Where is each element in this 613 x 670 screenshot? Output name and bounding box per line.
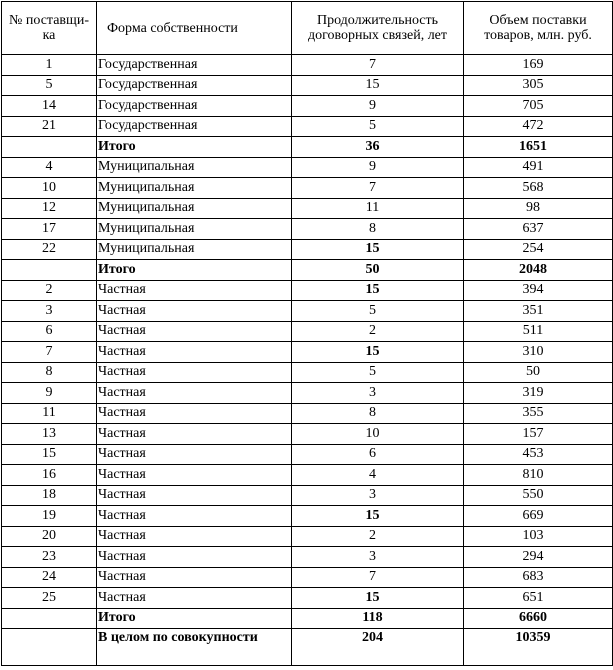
subtotal-row <box>2 137 613 158</box>
cell-volume: 669 <box>464 506 613 527</box>
cell-supplier-no: 7 <box>2 342 97 363</box>
cell-volume: 568 <box>464 178 613 199</box>
cell-volume: 103 <box>464 526 613 547</box>
cell-duration: 3 <box>292 485 464 506</box>
cell-volume: 10359 <box>464 629 613 666</box>
cell-ownership: Муниципальная <box>97 178 292 199</box>
cell-duration: 9 <box>292 96 464 117</box>
supplier-table <box>1 1 613 666</box>
cell-volume: 511 <box>464 321 613 342</box>
table-row <box>2 198 613 219</box>
cell-supplier-no: 23 <box>2 547 97 568</box>
cell-supplier-no <box>2 629 97 666</box>
table-row <box>2 485 613 506</box>
cell-supplier-no: 9 <box>2 383 97 404</box>
cell-volume: 157 <box>464 424 613 445</box>
cell-supplier-no: 17 <box>2 219 97 240</box>
subtotal-row <box>2 260 613 281</box>
cell-duration: 15 <box>292 506 464 527</box>
cell-supplier-no: 16 <box>2 465 97 486</box>
cell-ownership: Частная <box>97 362 292 383</box>
cell-ownership: Государственная <box>97 55 292 76</box>
cell-supplier-no: 1 <box>2 55 97 76</box>
cell-supplier-no: 4 <box>2 157 97 178</box>
table-row <box>2 157 613 178</box>
cell-volume: 305 <box>464 75 613 96</box>
cell-duration: 7 <box>292 567 464 588</box>
cell-ownership: Государственная <box>97 116 292 137</box>
cell-ownership: Муниципальная <box>97 219 292 240</box>
cell-supplier-no: 13 <box>2 424 97 445</box>
cell-supplier-no <box>2 260 97 281</box>
cell-supplier-no: 24 <box>2 567 97 588</box>
cell-volume: 169 <box>464 55 613 76</box>
cell-supplier-no: 25 <box>2 588 97 609</box>
cell-volume: 651 <box>464 588 613 609</box>
cell-volume: 351 <box>464 301 613 322</box>
table-row <box>2 219 613 240</box>
cell-duration: 4 <box>292 465 464 486</box>
table-row <box>2 280 613 301</box>
cell-ownership: Частная <box>97 403 292 424</box>
cell-duration: 7 <box>292 55 464 76</box>
table-row <box>2 301 613 322</box>
header-volume: Объем поставки товаров, млн. руб. <box>464 2 613 55</box>
cell-supplier-no: 12 <box>2 198 97 219</box>
table-row <box>2 526 613 547</box>
cell-volume: 1651 <box>464 137 613 158</box>
cell-volume: 98 <box>464 198 613 219</box>
cell-ownership: Частная <box>97 280 292 301</box>
header-ownership: Форма собственности <box>97 2 292 55</box>
table-body <box>2 55 613 666</box>
cell-ownership: Государственная <box>97 96 292 117</box>
cell-volume: 810 <box>464 465 613 486</box>
cell-supplier-no: 8 <box>2 362 97 383</box>
cell-ownership: Частная <box>97 321 292 342</box>
grand-total-row <box>2 629 613 666</box>
cell-duration: 204 <box>292 629 464 666</box>
cell-ownership: Частная <box>97 383 292 404</box>
cell-duration: 15 <box>292 75 464 96</box>
cell-volume: 355 <box>464 403 613 424</box>
table-row <box>2 239 613 260</box>
cell-volume: 683 <box>464 567 613 588</box>
cell-ownership: Частная <box>97 342 292 363</box>
cell-supplier-no: 18 <box>2 485 97 506</box>
cell-ownership: Частная <box>97 465 292 486</box>
cell-volume: 50 <box>464 362 613 383</box>
table-row <box>2 178 613 199</box>
cell-volume: 294 <box>464 547 613 568</box>
cell-duration: 5 <box>292 301 464 322</box>
cell-ownership: Частная <box>97 301 292 322</box>
table-row <box>2 403 613 424</box>
cell-ownership: В целом по совокупности <box>97 629 292 666</box>
table-row <box>2 342 613 363</box>
cell-ownership: Частная <box>97 588 292 609</box>
cell-volume: 491 <box>464 157 613 178</box>
cell-duration: 50 <box>292 260 464 281</box>
header-supplier-no: № поставщи-ка <box>2 2 97 55</box>
cell-ownership: Частная <box>97 567 292 588</box>
cell-duration: 5 <box>292 362 464 383</box>
cell-duration: 10 <box>292 424 464 445</box>
cell-duration: 2 <box>292 526 464 547</box>
cell-supplier-no: 15 <box>2 444 97 465</box>
cell-duration: 15 <box>292 239 464 260</box>
cell-volume: 310 <box>464 342 613 363</box>
table-row <box>2 444 613 465</box>
cell-ownership: Частная <box>97 424 292 445</box>
cell-duration: 3 <box>292 547 464 568</box>
cell-volume: 6660 <box>464 608 613 629</box>
cell-ownership: Муниципальная <box>97 239 292 260</box>
table-row <box>2 465 613 486</box>
cell-ownership: Итого <box>97 608 292 629</box>
table-row <box>2 362 613 383</box>
cell-supplier-no <box>2 137 97 158</box>
cell-ownership: Частная <box>97 444 292 465</box>
cell-supplier-no: 3 <box>2 301 97 322</box>
cell-supplier-no: 22 <box>2 239 97 260</box>
cell-duration: 5 <box>292 116 464 137</box>
table-row <box>2 383 613 404</box>
cell-duration: 8 <box>292 403 464 424</box>
cell-duration: 3 <box>292 383 464 404</box>
cell-volume: 705 <box>464 96 613 117</box>
table-row <box>2 567 613 588</box>
subtotal-row <box>2 608 613 629</box>
table-row <box>2 96 613 117</box>
cell-ownership: Государственная <box>97 75 292 96</box>
cell-duration: 118 <box>292 608 464 629</box>
cell-duration: 15 <box>292 280 464 301</box>
cell-ownership: Частная <box>97 485 292 506</box>
cell-ownership: Муниципальная <box>97 198 292 219</box>
cell-volume: 394 <box>464 280 613 301</box>
cell-duration: 15 <box>292 342 464 363</box>
cell-duration: 2 <box>292 321 464 342</box>
cell-supplier-no: 14 <box>2 96 97 117</box>
table-row <box>2 116 613 137</box>
table-row <box>2 506 613 527</box>
cell-supplier-no: 10 <box>2 178 97 199</box>
cell-ownership: Муниципальная <box>97 157 292 178</box>
cell-ownership: Частная <box>97 547 292 568</box>
cell-volume: 254 <box>464 239 613 260</box>
table-row <box>2 424 613 445</box>
table-row <box>2 55 613 76</box>
table-row <box>2 588 613 609</box>
cell-volume: 2048 <box>464 260 613 281</box>
cell-ownership: Итого <box>97 137 292 158</box>
header-duration: Продолжительность договорных связей, лет <box>292 2 464 55</box>
cell-supplier-no: 5 <box>2 75 97 96</box>
cell-duration: 36 <box>292 137 464 158</box>
header-row <box>2 2 613 55</box>
cell-volume: 550 <box>464 485 613 506</box>
cell-duration: 8 <box>292 219 464 240</box>
cell-duration: 15 <box>292 588 464 609</box>
table-row <box>2 75 613 96</box>
cell-volume: 637 <box>464 219 613 240</box>
cell-supplier-no: 19 <box>2 506 97 527</box>
table-row <box>2 547 613 568</box>
cell-ownership: Частная <box>97 506 292 527</box>
cell-supplier-no: 6 <box>2 321 97 342</box>
cell-supplier-no: 21 <box>2 116 97 137</box>
cell-duration: 11 <box>292 198 464 219</box>
cell-supplier-no: 2 <box>2 280 97 301</box>
cell-duration: 7 <box>292 178 464 199</box>
cell-ownership: Частная <box>97 526 292 547</box>
cell-supplier-no <box>2 608 97 629</box>
table-row <box>2 321 613 342</box>
cell-volume: 472 <box>464 116 613 137</box>
cell-volume: 319 <box>464 383 613 404</box>
cell-duration: 9 <box>292 157 464 178</box>
cell-supplier-no: 11 <box>2 403 97 424</box>
cell-supplier-no: 20 <box>2 526 97 547</box>
cell-ownership: Итого <box>97 260 292 281</box>
cell-volume: 453 <box>464 444 613 465</box>
cell-duration: 6 <box>292 444 464 465</box>
